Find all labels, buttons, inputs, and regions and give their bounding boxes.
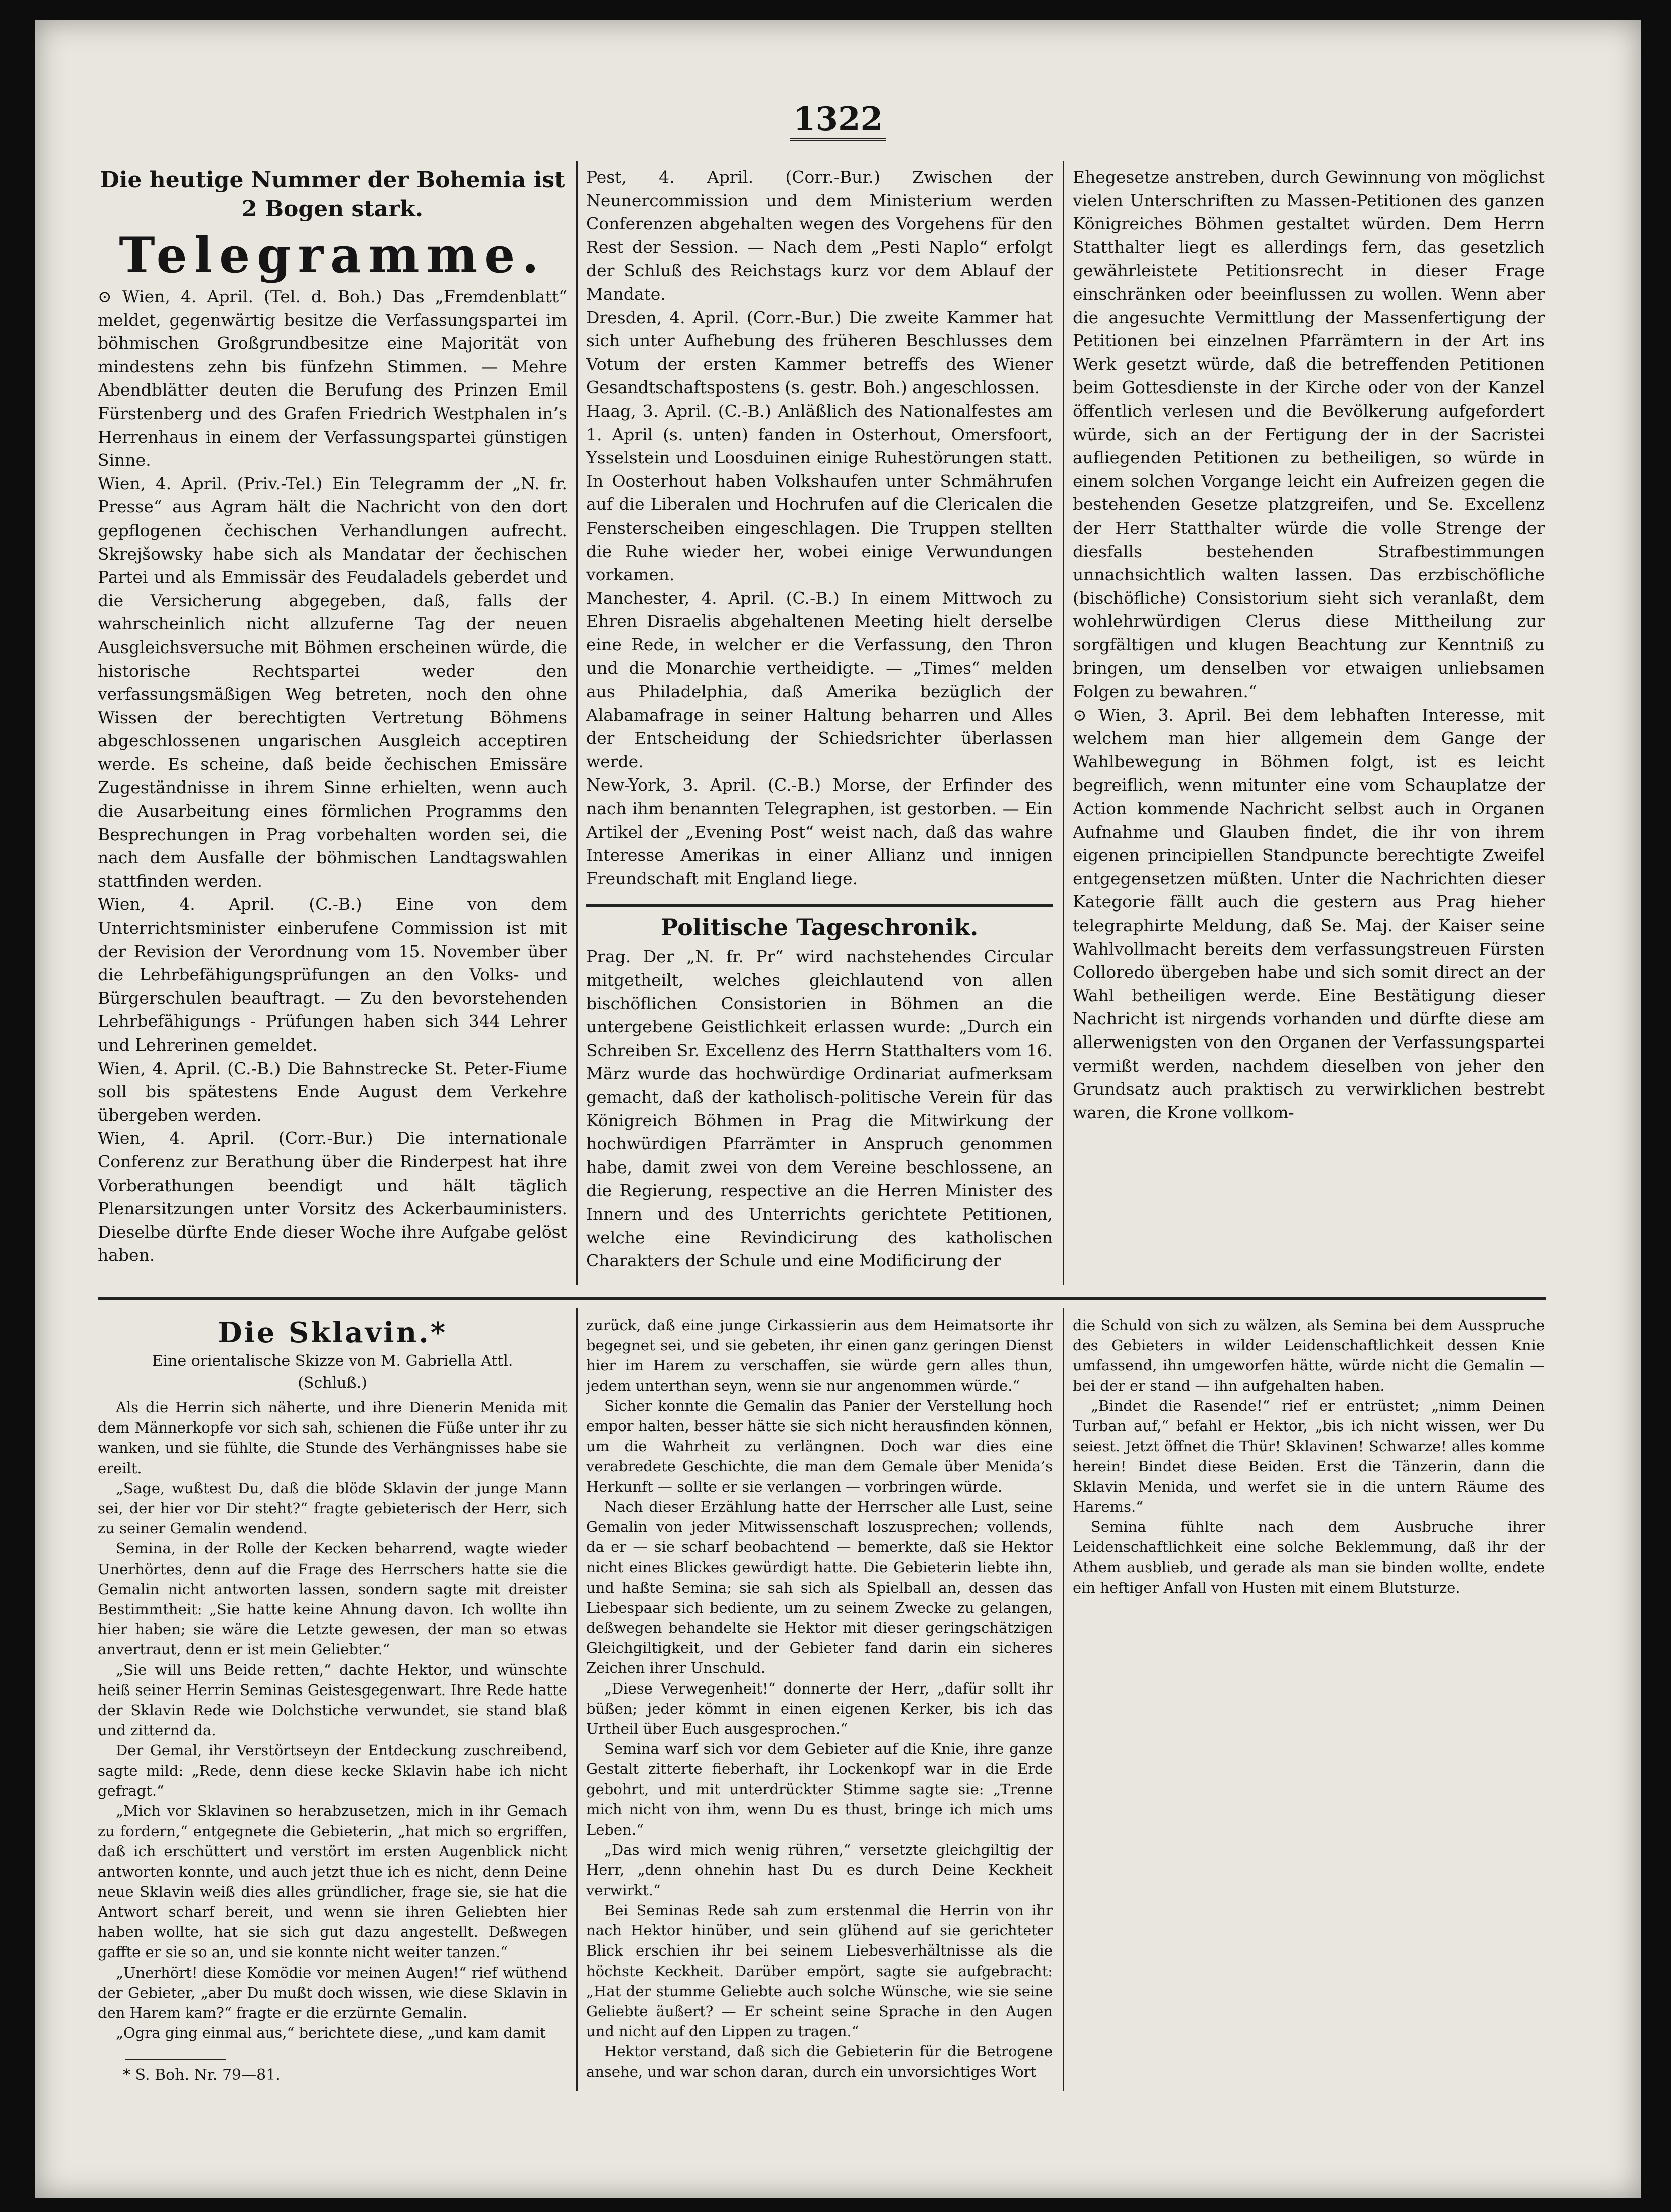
- feuilleton-paragraph: „Ogra ging einmal aus,“ berichtete diese, „und kam damit: [116, 2024, 546, 2042]
- feuilleton-paragraph: Semina warf sich vor dem Gebieter auf die Knie, ihre ganze Gestalt zitterte fieberhaft, ihr Lockenkopf war in die Erde gebohrt, und mit unterdrückter Stimme sagte sie: „Trenne mich nicht von ihm, wenn Du es thust, bringe ich mich ums Leben.“: [586, 1740, 1053, 1839]
- telegram-item: Manchester, 4. April. (C.-B.) In einem Mittwoch zu Ehren Disraelis abgehaltenen Meeting hielt derselbe eine Rede, in welcher er die Verfassung, den Thron und die Monarchie vertheidigte. — „Times“ melden aus Philadelphia, daß Amerika bezüglich der Alabamafrage in seiner Haltung beharren und Alles der Entscheidung der Schiedsrichter überlassen werde.: [586, 588, 1053, 771]
- chronicle-heading: Politische Tageschronik.: [660, 914, 979, 941]
- feuilleton-paragraph: „Bindet die Rasende!“ rief er entrüstet; „nimm Deinen Turban auf,“ befahl er Hektor, „bis ich nicht wissen, wer Du seiest. Jetzt öffnet die Thür! Sklavinen! Schwarze! alles komme herein! Bindet diese Beiden. Erst die Tänzerin, dann die Sklavin Menida, und werfet sie in die untern Räume des Harems.“: [1073, 1397, 1545, 1515]
- column-left: [98, 166, 567, 1285]
- feuilleton-paragraph: Der Gemal, ihr Verstörtseyn der Entdeckung zuschreibend, sagte mild: „Rede, denn diese kecke Sklavin habe ich nicht gefragt.“: [98, 1742, 567, 1799]
- feuilleton-rule-1: [576, 1308, 578, 2091]
- feuilleton-paragraph: Sicher konnte die Gemalin das Panier der Verstellung hoch empor halten, besser hätte sie sich nicht herausfinden können, um die Wahrheit zu verlängnen. Doch war dies eine verabredete Geschichte, die man dem Gemale über Menida’s Herkunft — sollte er sie verlangen — vorbringen würde.: [586, 1397, 1053, 1495]
- feuilleton-column-middle: [586, 1315, 1053, 2088]
- telegram-item: Dresden, 4. April. (Corr.-Bur.) Die zweite Kammer hat sich unter Aufhebung des früheren Beschlusses dem Votum der ersten Kammer betreffs des Wiener Gesandtschaftspostens (s. gestr. Boh.) angeschlossen.: [586, 307, 1053, 398]
- newspaper-page: [35, 20, 1641, 2198]
- telegram-item: ⊙ Wien, 4. April. (Tel. d. Boh.) Das „Fremdenblatt“ meldet, gegenwärtig besitze die Verfassungspartei im böhmischen Großgrundbesitze eine Majorität von mindestens zehn bis fünfzehn Stimmen. — Mehre Abendblätter deuten die Berufung des Prinzen Emil Fürstenberg und des Grafen Friedrich Westphalen in’s Herrenhaus in einem der Verfassungspartei günstigen Sinne.: [98, 287, 567, 470]
- column-rule-2: [1063, 161, 1064, 1285]
- telegram-item: New-York, 3. April. (C.-B.) Morse, der Erfinder des nach ihm benannten Telegraphen, ist gestorben. — Ein Artikel der „Evening Post“ weist nach, daß das wahre Interesse Amerikas in einer Allianz und innigen Freundschaft mit England liege.: [586, 775, 1053, 888]
- column-middle: [586, 166, 1053, 1285]
- feuilleton-paragraph: Nach dieser Erzählung hatte der Herrscher alle Lust, seine Gemalin von jeder Mitwissenschaft loszusprechen; vollends, da er — sie scharf beobachtend — bemerkte, daß sie Hektor nicht eines Blickes gewürdigt hatte. Die Gebieterin liebte ihn, und haßte Semina; sie sah sich als Spielball an, dessen das Liebespaar sich bediente, um zu seinem Zwecke zu gelangen, deßwegen behandelte sie Hektor mit dieser geringschätzigen Gleichgiltigkeit, und der Gebieter fand darin ein sicheres Zeichen ihrer Unschuld.: [586, 1498, 1053, 1677]
- telegram-item: Haag, 3. April. (C.-B.) Anläßlich des Nationalfestes am 1. April (s. unten) fanden in Osterhout, Omersfoort, Ysselstein und Loosduinen einige Ruhestörungen statt. In Oosterhout haben Volkshaufen unter Schmährufen auf die Liberalen und Hochrufen auf die Clericalen die Fensterscheiben eingeschlagen. Die Truppen stellten die Ruhe wieder her, wobei einige Verwundungen vorkamen.: [586, 401, 1053, 585]
- footnote: * S. Boh. Nr. 79—81.: [123, 2066, 281, 2084]
- feuilleton-paragraph: „Unerhört! diese Komödie vor meinen Augen!“ rief wüthend der Gebieter, „aber Du mußt doch wissen, wie diese Sklavin in den Harem kam?“ fragte er die erzürnte Gemalin.: [98, 1964, 567, 2022]
- column-right: [1073, 166, 1545, 1285]
- feuilleton-paragraph: „Das wird mich wenig rühren,“ versetzte gleichgiltig der Herr, „denn ohnehin hast Du es durch Deine Keckheit verwirkt.“: [586, 1841, 1053, 1899]
- feuilleton-paragraph: „Diese Verwegenheit!“ donnerte der Herr, „dafür sollt ihr büßen; jeder kömmt in einen eigenen Kerker, bis ich das Urtheil über Euch ausgesprochen.“: [586, 1679, 1053, 1738]
- column-rule-1: [576, 161, 578, 1285]
- page-number: 1322: [35, 100, 1641, 138]
- telegram-item: Wien, 4. April. (C.-B.) Eine von dem Unterrichtsminister einberufene Commission ist mit der Revision der Verordnung vom 15. November über die Lehrbefähigungsprüfungen an den Volks- und Bürgerschulen beauftragt. — Zu den bevorstehenden Lehrbefähigungs - Prüfungen haben sich 344 Lehrer und Lehrerinen gemeldet.: [98, 894, 567, 1055]
- feuilleton-column-left: [98, 1315, 567, 2043]
- feuilleton-subtitle: Eine orientalische Skizze von M. Gabriella Attl.: [152, 1352, 513, 1370]
- feuilleton-paragraph: Bei Seminas Rede sah zum erstenmal die Herrin von ihr nach Hektor hinüber, und sein glühend auf sie gerichteter Blick erschien ihr bei seinem Liebesverhältnisse als die höchste Keckheit. Darüber empört, sagte sie aufgebracht: „Hat der stumme Geliebte auch solche Wünsche, wie sie seine Geliebte äußert? — Er scheint seine Sprache in den Augen und nicht auf den Lippen zu tragen.“: [586, 1901, 1053, 2040]
- feuilleton-paragraph: „Mich vor Sklavinen so herabzusetzen, mich in ihr Gemach zu fordern,“ entgegnete die Gebieterin, „hat mich so ergriffen, daß ich erschüttert und verstört im ersten Augenblick nicht antworten konnte, und auch jetzt thue ich es nicht, denn Deine neue Sklavin weiß dies alles gründlicher, frage sie, sie hat die Antwort scharf bereit, und wenn sie ihren Geliebten hier haben wollte, hat sie sich gut dazu angestellt. Deßwegen gaffte er sie so an, und sie konnte nicht weiter tanzen.“: [98, 1802, 567, 1961]
- telegram-item: Wien, 4. April. (C.-B.) Die Bahnstrecke St. Peter-Fiume soll bis spätestens Ende August dem Verkehre übergeben werden.: [98, 1058, 567, 1125]
- chronicle-rule: [586, 904, 1053, 907]
- chronicle-item: ⊙ Wien, 3. April. Bei dem lebhaften Interesse, mit welchem man hier allgemein dem Gange der Wahlbewegung in Böhmen folgt, ist es leicht begreiflich, wenn mitunter eine vom Schauplatze der Action kommende Nachricht selbst auch in Organen Aufnahme und Glauben findet, die ihr von ihrem eigenen principiellen Standpuncte berechtigte Zweifel entgegensetzen müßten. Unter die Nachrichten dieser Kategorie fällt auch die gestern aus Prag hieher telegraphirte Meldung, daß Se. Maj. der Kaiser seine Wahlvollmacht bereits dem verfassungstreuen Fürsten Colloredo übergeben habe und sich somit direct an der Wahl betheiligen werde. Eine Bestätigung dieser Nachricht ist nirgends vorhanden und dürfte diese am allerwenigsten von den Organen der Verfassungspartei vermißt werden, nachdem dieselben von jeher den Grundsatz auch praktisch zu verwirklichen bestrebt waren, die Krone vollkom-: [1073, 705, 1545, 1122]
- feuilleton-paragraph: Semina fühlte nach dem Ausbruche ihrer Leidenschaftlichkeit eine solche Beklemmung, daß ihr der Athem ausblieb, und gerade als man sie binden wollte, endete ein heftiger Anfall von Husten mit einem Blutsturze.: [1073, 1518, 1545, 1596]
- telegram-item: Wien, 4. April. (Corr.-Bur.) Die internationale Conferenz zur Berathung über die Rinderpest hat ihre Vorberathungen beendigt und hält täglich Plenarsitzungen unter Vorsitz des Ackerbauministers. Dieselbe dürfte Ende dieser Woche ihre Aufgabe gelöst haben.: [98, 1128, 567, 1265]
- feuilleton-paragraph: die Schuld von sich zu wälzen, als Semina bei dem Ausspruche des Gebieters in wilder Leidenschaftlichkeit dessen Knie umfassend, ihn umgeworfen hätte, würde nicht die Gemalin — bei der er stand — ihn aufgehalten haben.: [1073, 1317, 1545, 1394]
- telegrams-heading: Telegramme.: [119, 227, 546, 284]
- chronicle-item: Ehegesetze anstreben, durch Gewinnung von möglichst vielen Unterschriften zu Massen-Petitionen des ganzen Königreiches Böhmen gestaltet würden. Dem Herrn Statthalter liegt es allerdings fern, das gesetzlich gewährleistete Petitionsrecht in dieser Frage einschränken oder beeinflussen zu wollen. Wenn aber die angesuchte Vermittlung der Massenfertigung der Petitionen bei einzelnen Pfarrämtern in der Art ins Werk gesetzt würde, daß die betreffenden Petitionen beim Gottesdienste in der Kirche oder von der Kanzel öffentlich verlesen und die Bevölkerung aufgefordert würde, sich an der Fertigung der in der Sacristei aufliegenden Petitionen zu betheiligen, so würde in einem solchen Vorgange leicht ein Aufreizen gegen die bestehenden Gesetze platzgreifen, und Se. Excellenz der Herr Statthalter würde die volle Strenge der diesfalls bestehenden Strafbestimmungen unnachsichtlich walten lassen. Das erzbischöfliche (bischöfliche) Consistorium sieht sich veranlaßt, dem wohlehrwürdigen Clerus diese Mittheilung zur sorgfältigen und klugen Beachtung zur Kenntniß zu bringen, um denselben vor etwaigen unliebsamen Folgen zu bewahren.“: [1073, 167, 1545, 702]
- feuilleton-paragraph: zurück, daß eine junge Cirkassierin aus dem Heimatsorte ihr begegnet sei, und sie gebeten, ihr einen ganz geringen Dienst hier im Harem zu verschaffen, sie würde gern alles thun, jedem unterthan seyn, wenn sie nur angenommen würde.“: [586, 1317, 1053, 1394]
- feuilleton-paragraph: Als die Herrin sich näherte, und ihre Dienerin Menida mit dem Männerkopfe vor sich sah, schienen die Füße unter ihr zu wanken, und sie fühlte, die Stunde des Verhängnisses habe sie ereilt.: [98, 1399, 567, 1477]
- chronicle-item: Prag. Der „N. fr. Pr“ wird nachstehendes Circular mitgetheilt, welches gleichlautend von allen bischöflichen Consistorien in Böhmen an die untergebene Geistlichkeit erlassen wurde: „Durch ein Schreiben Sr. Excellenz des Herrn Statthalters vom 16. März wurde das hochwürdige Ordinariat aufmerksam gemacht, daß der katholisch-politische Verein für das Königreich Böhmen in Prag die Mitwirkung der hochwürdigen Pfarrämter in Anspruch genommen habe, damit zwei von dem Vereine beschlossene, an die Regierung, respective an die Herren Minister des Innern und des Unterrichts gerichtete Petitionen, welche eine Revindicirung des katholischen Charakters der Schule und eine Modificirung der: [586, 947, 1053, 1271]
- telegram-item: Pest, 4. April. (Corr.-Bur.) Zwischen der Neunercommission und dem Ministerium werden Conferenzen abgehalten wegen des Vorgehens für den Rest der Session. — Nach dem „Pesti Naplo“ erfolgt der Schluß des Reichstags kurz vor dem Ablauf der Mandate.: [586, 167, 1053, 304]
- feuilleton-title: Die Sklavin.*: [217, 1316, 448, 1349]
- feuilleton-paragraph: Semina, in der Rolle der Kecken beharrend, wagte wieder Unerhörtes, denn auf die Frage des Herrschers hatte sie die Gemalin nicht antworten lassen, sondern sagte mit dreister Bestimmtheit: „Sie hatte keine Ahnung davon. Ich wollte ihn hier haben; sie wäre die Letzte gewesen, der man so etwas anvertraut, denn er ist mein Geliebter.“: [98, 1540, 567, 1658]
- issue-notice: Die heutige Nummer der Bohemia ist 2 Bogen stark.: [100, 167, 565, 222]
- feuilleton-rule-2: [1063, 1308, 1064, 2091]
- feuilleton-paragraph: Hektor verstand, daß sich die Gebieterin für die Betrogene ansehe, und war schon daran, durch ein unvorsichtiges Wort: [586, 2043, 1053, 2080]
- telegram-item: Wien, 4. April. (Priv.-Tel.) Ein Telegramm der „N. fr. Presse“ aus Agram hält die Nachricht von den dort gepflogenen čechischen Verhandlungen aufrecht. Skrejšowsky habe sich als Mandatar der čechischen Partei und als Emmissär des Feudaladels geberdet und die Versicherung abgegeben, daß, falls der wahrscheinlich nicht allzuferne Tag der neuen Ausgleichsversuche mit Böhmen erscheinen würde, die historische Rechtspartei weder den verfassungsmäßigen Weg betreten, noch den ohne Wissen der berechtigten Vertretung Böhmens abgeschlossenen ungarischen Ausgleich acceptiren werde. Es scheine, daß beide čechischen Emissäre Zugeständnisse in ihrem Sinne erhielten, wenn auch die Ausarbeitung eines förmlichen Programms den Besprechungen in Prag vorbehalten worden sei, die nach dem Ausfalle der böhmischen Landtagswahlen stattfinden werden.: [98, 473, 567, 891]
- feuilleton-conclusion-mark: (Schluß.): [298, 1374, 367, 1392]
- feuilleton-column-right: [1073, 1315, 1545, 2088]
- feuilleton-separator: [98, 1297, 1546, 1300]
- footnote-rule: [125, 2059, 226, 2060]
- feuilleton-paragraph: „Sage, wußtest Du, daß die blöde Sklavin der junge Mann sei, der hier vor Dir steht?“ fragte gebieterisch der Herr, sich zu seiner Gemalin wendend.: [98, 1479, 567, 1537]
- feuilleton-paragraph: „Sie will uns Beide retten,“ dachte Hektor, und wünschte heiß seiner Herrin Seminas Geistesgegenwart. Ihre Rede hatte der Sklavin Rede wie Dolchstiche verwundet, sie stand blaß und zitternd da.: [98, 1661, 567, 1739]
